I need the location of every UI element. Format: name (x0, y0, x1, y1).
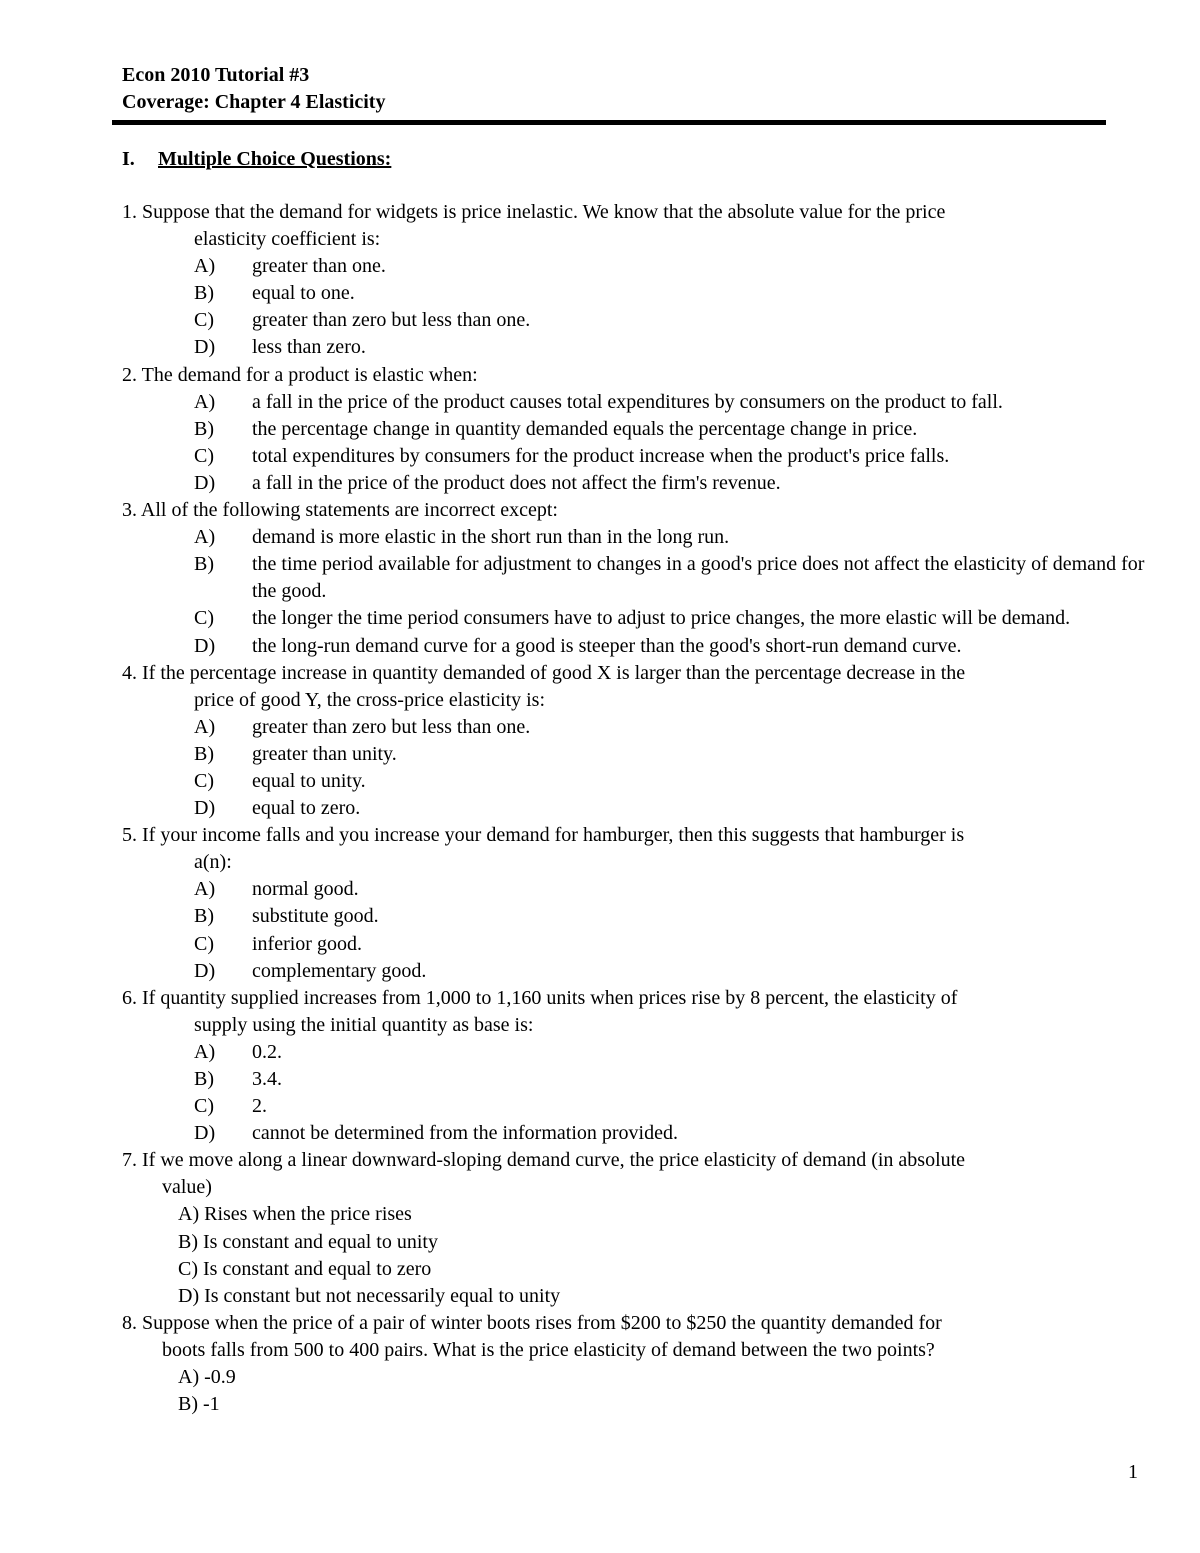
answer-option (122, 1039, 1152, 1066)
option-letter: A) (194, 878, 216, 901)
option-text: inferior good. (252, 932, 362, 955)
header-divider (112, 120, 1106, 125)
question-8 (122, 1310, 1152, 1418)
question-stem-continued: boots falls from 500 to 400 pairs. What is the price elasticity of demand between the two points? (162, 1338, 935, 1361)
answer-option (122, 307, 1152, 334)
option-letter: C) (194, 769, 214, 792)
option-text: a fall in the price of the product causes total expenditures by consumers on the product to fall. (252, 390, 1003, 413)
question-list (122, 199, 1152, 1418)
question-2 (122, 362, 1152, 497)
option-letter: B) (194, 905, 214, 928)
option-text: greater than one. (252, 255, 386, 278)
option-letter: A) (194, 526, 216, 549)
option-letter: C) (194, 932, 214, 955)
option-text: equal to zero. (252, 797, 361, 820)
header-title: Econ 2010 Tutorial #3 (122, 64, 310, 86)
option-text: cannot be determined from the information provided. (252, 1122, 678, 1145)
option-text: total expenditures by consumers for the product increase when the product's price falls. (252, 444, 950, 467)
option-letter: B) (194, 742, 214, 765)
question-stem-continued: elasticity coefficient is: (194, 228, 381, 251)
option-text: the long-run demand curve for a good is steeper than the good's short-run demand curve. (252, 634, 962, 657)
option-letter: A) (194, 715, 216, 738)
answer-option (122, 416, 1152, 443)
option-letter: D) (194, 797, 216, 820)
option-letter: C) (194, 444, 214, 467)
question-stem: 1. Suppose that the demand for widgets is price inelastic. We know that the absolute value for the price (122, 201, 946, 223)
answer-option (122, 768, 1152, 795)
option-text: less than zero. (252, 336, 366, 359)
option-text: the longer the time period consumers have to adjust to price changes, the more elastic will be demand. (252, 607, 1071, 630)
option-letter: A) (194, 255, 216, 278)
question-stem: 4. If the percentage increase in quantity demanded of good X is larger than the percentage decrease in the (122, 661, 966, 684)
document-header (122, 62, 385, 116)
question-stem: 8. Suppose when the price of a pair of winter boots rises from $200 to $250 the quantity demanded for (122, 1311, 942, 1334)
answer-option: B) Is constant and equal to unity (178, 1230, 438, 1253)
answer-option (122, 253, 1152, 280)
question-3 (122, 497, 1152, 660)
option-text: substitute good. (252, 905, 379, 928)
question-4 (122, 660, 1152, 823)
section-title: Multiple Choice Questions: (158, 148, 392, 170)
option-letter: B) (194, 553, 214, 576)
option-letter: B) (194, 1068, 214, 1090)
question-stem-continued: value) (162, 1176, 212, 1199)
option-text: a fall in the price of the product does not affect the firm's revenue. (252, 471, 781, 494)
option-text: the percentage change in quantity demanded equals the percentage change in price. (252, 417, 918, 440)
question-stem-continued: price of good Y, the cross-price elasticity is: (194, 688, 546, 711)
option-letter: D) (194, 336, 216, 359)
option-text: normal good. (252, 878, 359, 901)
option-text: demand is more elastic in the short run than in the long run. (252, 526, 730, 549)
option-text: 2. (252, 1095, 267, 1118)
option-letter: D) (194, 471, 216, 494)
question-stem-continued: a(n): (194, 851, 232, 874)
option-text: greater than unity. (252, 742, 397, 765)
option-letter: D) (194, 959, 216, 982)
answer-option (122, 524, 1152, 551)
answer-option (122, 876, 1152, 903)
option-letter: A) (194, 390, 216, 413)
option-letter: C) (194, 607, 214, 630)
answer-option: D) Is constant but not necessarily equal to unity (178, 1284, 561, 1307)
answer-option (122, 470, 1152, 497)
answer-option (122, 280, 1152, 307)
answer-option (122, 443, 1152, 470)
answer-option (122, 633, 1152, 660)
option-text: equal to one. (252, 282, 355, 305)
option-text: greater than zero but less than one. (252, 715, 531, 738)
option-letter: B) (194, 282, 214, 305)
page-number: 1 (1128, 1461, 1138, 1483)
answer-option (122, 605, 1152, 632)
option-text: 3.4. (252, 1068, 282, 1090)
answer-option (122, 795, 1152, 822)
header-coverage: Coverage: Chapter 4 Elasticity (122, 91, 386, 113)
option-text: complementary good. (252, 959, 427, 982)
answer-option (122, 931, 1152, 958)
option-text: greater than zero but less than one. (252, 309, 531, 332)
answer-option: A) Rises when the price rises (178, 1203, 412, 1226)
question-stem: 3. All of the following statements are incorrect except: (122, 499, 558, 522)
question-stem: 6. If quantity supplied increases from 1,000 to 1,160 units when prices rise by 8 percent, the elasticity of (122, 986, 958, 1009)
answer-option (122, 1066, 1152, 1093)
option-text: equal to unity. (252, 769, 366, 792)
section-heading (122, 146, 391, 173)
question-stem-continued: supply using the initial quantity as base is: (194, 1013, 534, 1036)
question-1 (122, 199, 1152, 362)
answer-option (122, 551, 1152, 605)
answer-option (122, 389, 1152, 416)
answer-option: C) Is constant and equal to zero (178, 1257, 432, 1280)
question-7 (122, 1147, 1152, 1310)
answer-option (122, 903, 1152, 930)
answer-option: A) -0.9 (178, 1366, 236, 1389)
option-letter: C) (194, 1095, 214, 1118)
question-stem: 5. If your income falls and you increase your demand for hamburger, then this suggests that hamburger is (122, 824, 965, 847)
option-text: the time period available for adjustment to changes in a good's price does not affect the elasticity of demand for the good. (252, 553, 1145, 603)
option-letter: C) (194, 309, 214, 332)
question-stem: 2. The demand for a product is elastic when: (122, 363, 478, 386)
option-letter: B) (194, 417, 214, 440)
option-letter: D) (194, 634, 216, 657)
option-text: 0.2. (252, 1040, 282, 1063)
option-letter: A) (194, 1040, 216, 1063)
answer-option (122, 741, 1152, 768)
answer-option (122, 714, 1152, 741)
answer-option: B) -1 (178, 1393, 220, 1416)
answer-option (122, 958, 1152, 985)
section-number: I. (122, 148, 135, 170)
answer-option (122, 1120, 1152, 1147)
option-letter: D) (194, 1122, 216, 1145)
answer-option (122, 1093, 1152, 1120)
question-stem: 7. If we move along a linear downward-sloping demand curve, the price elasticity of demand (in absolute (122, 1149, 966, 1172)
answer-option (122, 334, 1152, 361)
question-6 (122, 985, 1152, 1148)
question-5 (122, 822, 1152, 985)
